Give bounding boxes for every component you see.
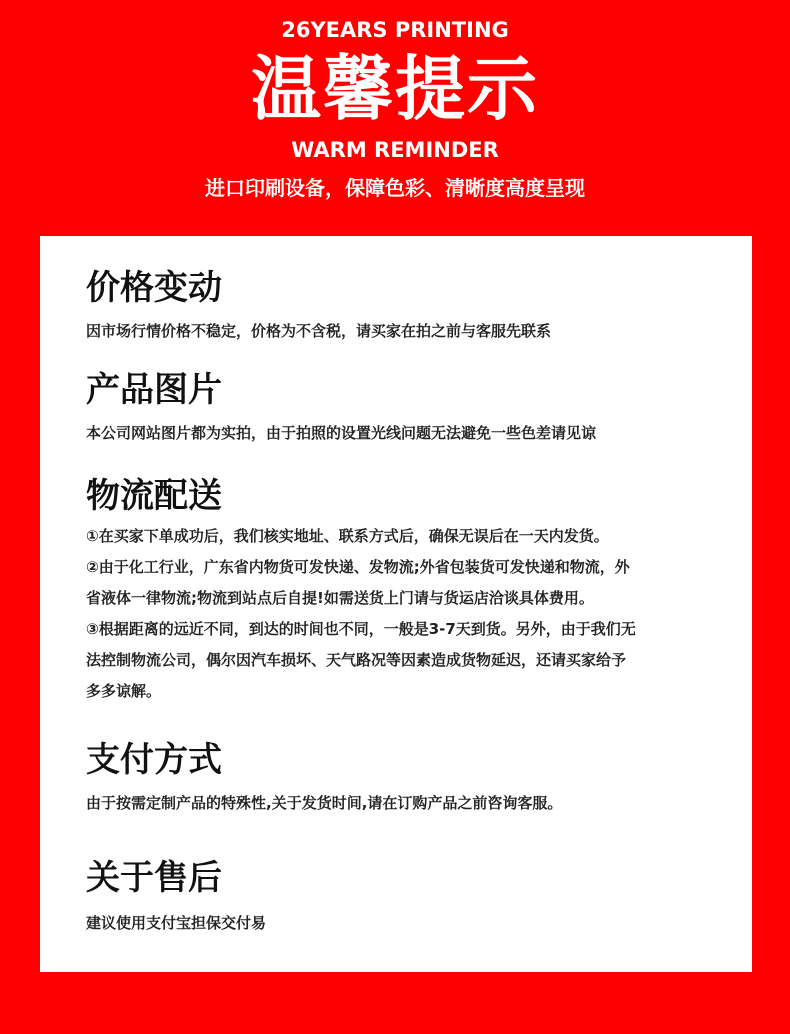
section-heading: 物流配送 (86, 476, 222, 516)
section-payment (86, 738, 726, 819)
section-text: 建议使用支付宝担保交付易 (86, 914, 267, 932)
page-title: 温馨提示 (251, 48, 539, 130)
tagline: 进口印刷设备，保障色彩、清晰度高度呈现 (205, 176, 585, 200)
section-product-images (86, 368, 726, 449)
section-text: 省液体一律物流;物流到站点后自提!如需送货上门请与货运店洽谈具体费用。 (86, 589, 594, 607)
section-text: 法控制物流公司，偶尔因汽车损坏、天气路况等因素造成货物延迟，还请买家给予 (86, 651, 627, 669)
section-after-sales (86, 856, 726, 939)
section-price-change (86, 266, 726, 347)
section-heading: 价格变动 (86, 268, 222, 308)
section-text: 多多谅解。 (86, 682, 162, 700)
section-text: 由于按需定制产品的特殊性,关于发货时间,请在订购产品之前咨询客服。 (86, 794, 563, 812)
section-text: 本公司网站图片都为实拍，由于拍照的设置光线问题无法避免一些色差请见谅 (86, 424, 597, 442)
header-banner (0, 0, 790, 236)
years-printing-label: 26YEARS PRINTING (281, 18, 509, 42)
section-heading: 产品图片 (86, 370, 222, 410)
section-text: ②由于化工行业，广东省内物货可发快递、发物流;外省包装货可发快递和物流，外 (86, 558, 630, 576)
section-text: 因市场行情价格不稳定，价格为不含税，请买家在拍之前与客服先联系 (86, 322, 552, 340)
section-heading: 支付方式 (86, 740, 222, 780)
notice-card (40, 236, 752, 972)
section-heading: 关于售后 (86, 858, 222, 898)
section-logistics (86, 474, 726, 707)
section-text: ③根据距离的远近不同，到达的时间也不同，一般是3-7天到货。另外，由于我们无 (86, 620, 636, 638)
warm-reminder-label: WARM REMINDER (291, 138, 499, 162)
section-text: ①在买家下单成功后，我们核实地址、联系方式后，确保无误后在一天内发货。 (86, 527, 609, 545)
